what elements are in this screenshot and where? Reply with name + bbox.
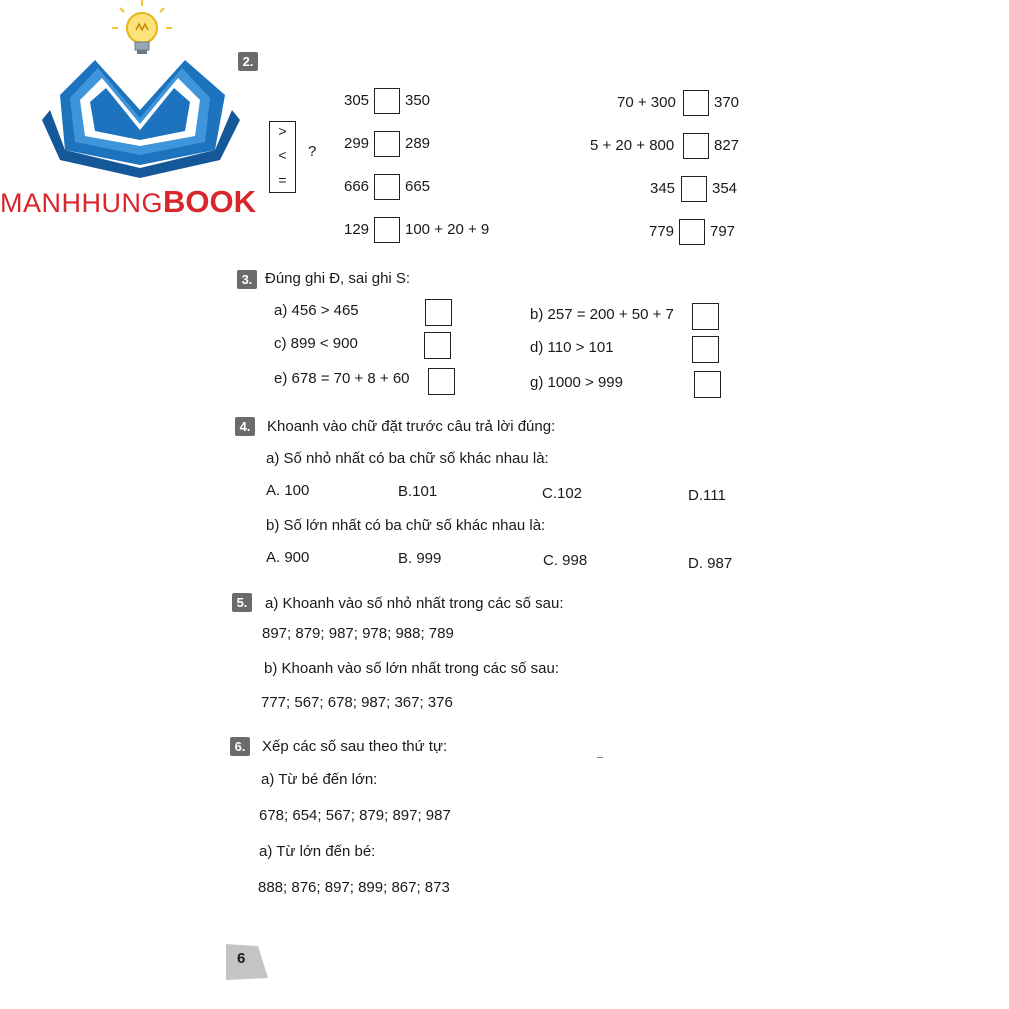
ex3-item-c-answer-box[interactable] (424, 332, 451, 359)
ex2-right-4-b: 797 (710, 223, 736, 240)
ex2-right-2-b: 827 (714, 137, 740, 154)
exercise-4-title: Khoanh vào chữ đặt trước câu trả lời đúng: (267, 418, 556, 435)
ex2-right-4-a: 779 (649, 223, 675, 240)
ex3-item-g-answer-box[interactable] (694, 371, 721, 398)
page-number: 6 (237, 950, 246, 967)
ex6-numbers-b: 888; 876; 897; 899; 867; 873 (258, 879, 450, 896)
ex3-item-d: d) 110 > 101 (530, 339, 614, 356)
ex6-title-a: a) Từ bé đến lớn: (261, 771, 378, 788)
question-mark: ? (308, 143, 317, 160)
ex2-right-2-answer-box[interactable] (683, 133, 709, 159)
ex2-left-1-answer-box[interactable] (374, 88, 400, 114)
ex5-title-a: a) Khoanh vào số nhỏ nhất trong các số sau: (265, 595, 564, 612)
comparison-symbols-box (269, 121, 296, 193)
ex2-right-3-a: 345 (650, 180, 676, 197)
ex4-question-b: b) Số lớn nhất có ba chữ số khác nhau là: (266, 517, 546, 534)
ex3-item-b-answer-box[interactable] (692, 303, 719, 330)
ex3-item-c: c) 899 < 900 (274, 335, 358, 352)
exercise-2-badge: 2. (238, 52, 258, 71)
logo-text-manhhung: MANHHUNG (0, 188, 163, 218)
ex2-left-2-b: 289 (405, 135, 431, 152)
ex4-a-option-c[interactable]: C.102 (542, 485, 583, 502)
ex2-left-4-b: 100 + 20 + 9 (405, 221, 490, 238)
ex5-numbers-a: 897; 879; 987; 978; 988; 789 (262, 625, 454, 642)
ex2-right-2-a: 5 + 20 + 800 (590, 137, 675, 154)
symbol-greater: > (278, 123, 287, 139)
ex2-left-4-answer-box[interactable] (374, 217, 400, 243)
ex2-right-3-b: 354 (712, 180, 738, 197)
ex2-right-3-answer-box[interactable] (681, 176, 707, 202)
ex4-b-option-b[interactable]: B. 999 (398, 550, 442, 567)
symbol-equal: = (278, 172, 287, 188)
ex4-a-option-b[interactable]: B.101 (398, 483, 438, 500)
ex4-a-option-d[interactable]: D.111 (688, 487, 726, 504)
ex4-a-option-a[interactable]: A. 100 (266, 482, 310, 499)
scan-mark (597, 757, 603, 758)
exercise-6-title: Xếp các số sau theo thứ tự: (262, 738, 448, 755)
ex6-numbers-a: 678; 654; 567; 879; 897; 987 (259, 807, 451, 824)
ex2-left-1-b: 350 (405, 92, 431, 109)
ex2-left-3-a: 666 (344, 178, 370, 195)
ex2-left-1-a: 305 (344, 92, 370, 109)
ex4-question-a: a) Số nhỏ nhất có ba chữ số khác nhau là: (266, 450, 549, 467)
ex3-item-a-answer-box[interactable] (425, 299, 452, 326)
exercise-5-badge: 5. (232, 593, 252, 612)
ex2-left-3-b: 665 (405, 178, 431, 195)
ex2-right-1-a: 70 + 300 (617, 94, 676, 111)
ex3-item-e-answer-box[interactable] (428, 368, 455, 395)
ex2-left-2-a: 299 (344, 135, 370, 152)
page-tab-shape-icon (226, 944, 268, 980)
ex2-left-4-a: 129 (344, 221, 370, 238)
ex2-left-2-answer-box[interactable] (374, 131, 400, 157)
exercise-4-badge: 4. (235, 417, 255, 436)
exercise-6-badge: 6. (230, 737, 250, 756)
ex4-b-option-c[interactable]: C. 998 (543, 552, 588, 569)
exercise-3-title: Đúng ghi Đ, sai ghi S: (265, 270, 411, 287)
ex2-right-4-answer-box[interactable] (679, 219, 705, 245)
symbol-less: < (278, 147, 287, 163)
ex3-item-g: g) 1000 > 999 (530, 374, 623, 391)
ex2-left-3-answer-box[interactable] (374, 174, 400, 200)
ex4-b-option-a[interactable]: A. 900 (266, 549, 310, 566)
ex3-item-a: a) 456 > 465 (274, 302, 359, 319)
ex5-title-b: b) Khoanh vào số lớn nhất trong các số sau: (264, 660, 560, 677)
book-logo-icon (40, 0, 250, 180)
ex5-numbers-b: 777; 567; 678; 987; 367; 376 (261, 694, 453, 711)
ex3-item-d-answer-box[interactable] (692, 336, 719, 363)
ex4-b-option-d[interactable]: D. 987 (688, 555, 733, 572)
exercise-3-badge: 3. (237, 270, 257, 289)
ex3-item-b: b) 257 = 200 + 50 + 7 (530, 306, 674, 323)
page-number-tab (226, 944, 268, 980)
logo-text-book: BOOK (163, 184, 256, 219)
ex2-right-1-answer-box[interactable] (683, 90, 709, 116)
lightbulb-icon (112, 0, 172, 54)
ex2-right-1-b: 370 (714, 94, 740, 111)
ex3-item-e: e) 678 = 70 + 8 + 60 (274, 370, 410, 387)
ex6-title-b: a) Từ lớn đến bé: (259, 843, 376, 860)
